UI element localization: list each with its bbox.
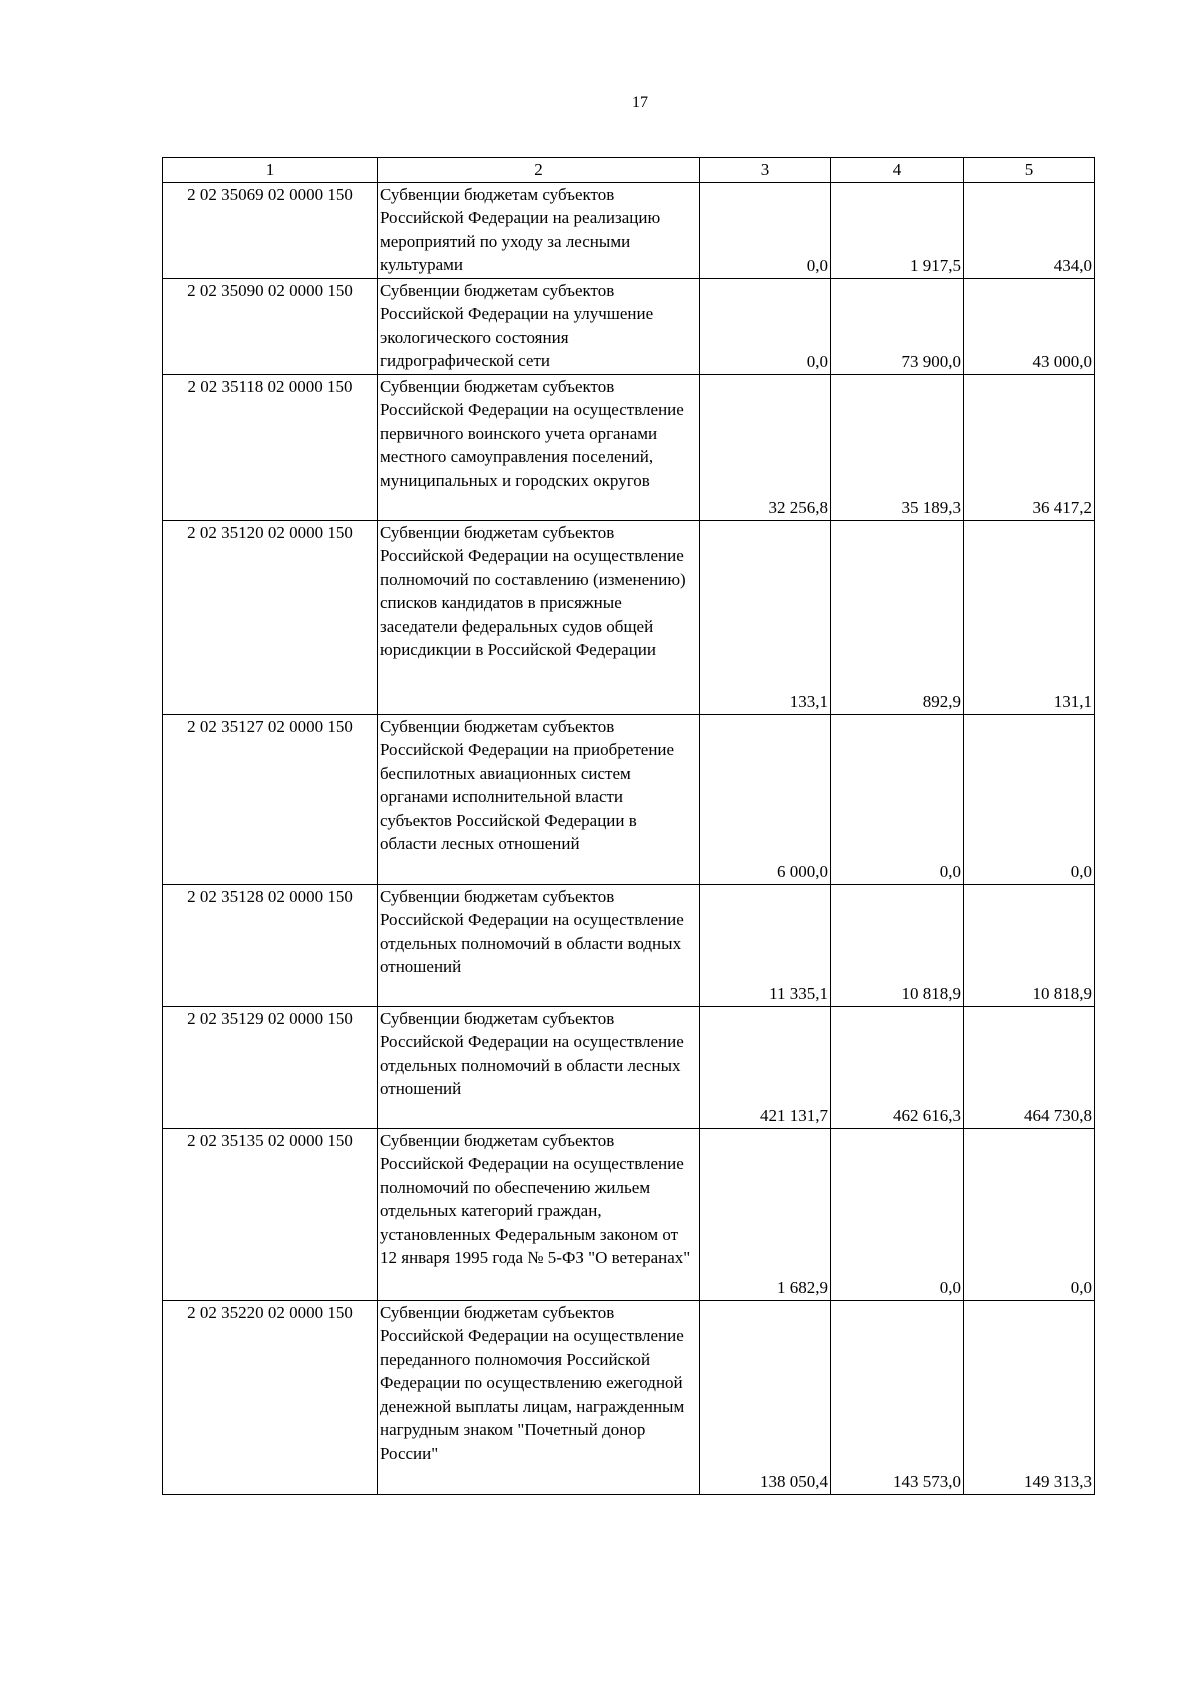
header-row	[163, 158, 1095, 183]
column-header-4: 4	[831, 158, 964, 183]
budget-code-cell: 2 02 35118 02 0000 150	[163, 374, 378, 520]
item-name-cell: Субвенции бюджетам субъектов Российской Федерации на осуществление первичного воинского учета органами местного самоуправления поселений, муниципальных и городских округов	[378, 374, 700, 520]
item-name-cell: Субвенции бюджетам субъектов Российской Федерации на осуществление переданного полномочия Российской Федерации по осуществлению ежегодной денежной выплаты лицам, награжденным нагрудным знаком "Почетный донор России"	[378, 1300, 700, 1494]
value-col4-cell: 143 573,0	[831, 1300, 964, 1494]
value-col4-cell: 73 900,0	[831, 278, 964, 374]
value-col4-cell: 462 616,3	[831, 1006, 964, 1128]
item-name-cell: Субвенции бюджетам субъектов Российской Федерации на осуществление полномочий по обеспечению жильем отдельных категорий граждан, установленных Федеральным законом от 12 января 1995 года № 5-ФЗ "О ветеранах"	[378, 1128, 700, 1300]
budget-code-cell: 2 02 35120 02 0000 150	[163, 520, 378, 714]
item-name-cell: Субвенции бюджетам субъектов Российской Федерации на улучшение экологического состояния гидрографической сети	[378, 278, 700, 374]
column-header-1: 1	[163, 158, 378, 183]
value-col5-cell: 36 417,2	[964, 374, 1095, 520]
value-col3-cell: 11 335,1	[700, 884, 831, 1006]
budget-code-cell: 2 02 35135 02 0000 150	[163, 1128, 378, 1300]
value-col4-cell: 1 917,5	[831, 182, 964, 278]
column-header-5: 5	[964, 158, 1095, 183]
table-row	[163, 884, 1095, 1006]
value-col3-cell: 32 256,8	[700, 374, 831, 520]
budget-table	[162, 157, 1095, 1495]
value-col3-cell: 421 131,7	[700, 1006, 831, 1128]
value-col5-cell: 0,0	[964, 1128, 1095, 1300]
value-col3-cell: 133,1	[700, 520, 831, 714]
value-col3-cell: 138 050,4	[700, 1300, 831, 1494]
value-col4-cell: 0,0	[831, 1128, 964, 1300]
value-col3-cell: 6 000,0	[700, 714, 831, 884]
table-row	[163, 1300, 1095, 1494]
column-header-3: 3	[700, 158, 831, 183]
value-col5-cell: 10 818,9	[964, 884, 1095, 1006]
budget-code-cell: 2 02 35090 02 0000 150	[163, 278, 378, 374]
table-row	[163, 1006, 1095, 1128]
budget-code-cell: 2 02 35129 02 0000 150	[163, 1006, 378, 1128]
budget-code-cell: 2 02 35069 02 0000 150	[163, 182, 378, 278]
value-col4-cell: 10 818,9	[831, 884, 964, 1006]
table-row	[163, 714, 1095, 884]
budget-code-cell: 2 02 35220 02 0000 150	[163, 1300, 378, 1494]
value-col3-cell: 0,0	[700, 182, 831, 278]
table-row	[163, 1128, 1095, 1300]
page-number: 17	[632, 94, 648, 111]
item-name-cell: Субвенции бюджетам субъектов Российской Федерации на осуществление отдельных полномочий в области водных отношений	[378, 884, 700, 1006]
table-row	[163, 374, 1095, 520]
table-row	[163, 520, 1095, 714]
value-col4-cell: 35 189,3	[831, 374, 964, 520]
value-col5-cell: 149 313,3	[964, 1300, 1095, 1494]
value-col3-cell: 0,0	[700, 278, 831, 374]
value-col5-cell: 464 730,8	[964, 1006, 1095, 1128]
value-col5-cell: 131,1	[964, 520, 1095, 714]
value-col5-cell: 0,0	[964, 714, 1095, 884]
item-name-cell: Субвенции бюджетам субъектов Российской Федерации на осуществление полномочий по составлению (изменению) списков кандидатов в присяжные заседатели федеральных судов общей юрисдикции в Российской Федерации	[378, 520, 700, 714]
budget-code-cell: 2 02 35127 02 0000 150	[163, 714, 378, 884]
item-name-cell: Субвенции бюджетам субъектов Российской Федерации на реализацию мероприятий по уходу за лесными культурами	[378, 182, 700, 278]
item-name-cell: Субвенции бюджетам субъектов Российской Федерации на приобретение беспилотных авиационных систем органами исполнительной власти субъектов Российской Федерации в области лесных отношений	[378, 714, 700, 884]
column-header-2: 2	[378, 158, 700, 183]
table-row	[163, 182, 1095, 278]
table-row	[163, 278, 1095, 374]
budget-code-cell: 2 02 35128 02 0000 150	[163, 884, 378, 1006]
value-col5-cell: 43 000,0	[964, 278, 1095, 374]
value-col5-cell: 434,0	[964, 182, 1095, 278]
value-col4-cell: 0,0	[831, 714, 964, 884]
item-name-cell: Субвенции бюджетам субъектов Российской Федерации на осуществление отдельных полномочий в области лесных отношений	[378, 1006, 700, 1128]
value-col3-cell: 1 682,9	[700, 1128, 831, 1300]
value-col4-cell: 892,9	[831, 520, 964, 714]
